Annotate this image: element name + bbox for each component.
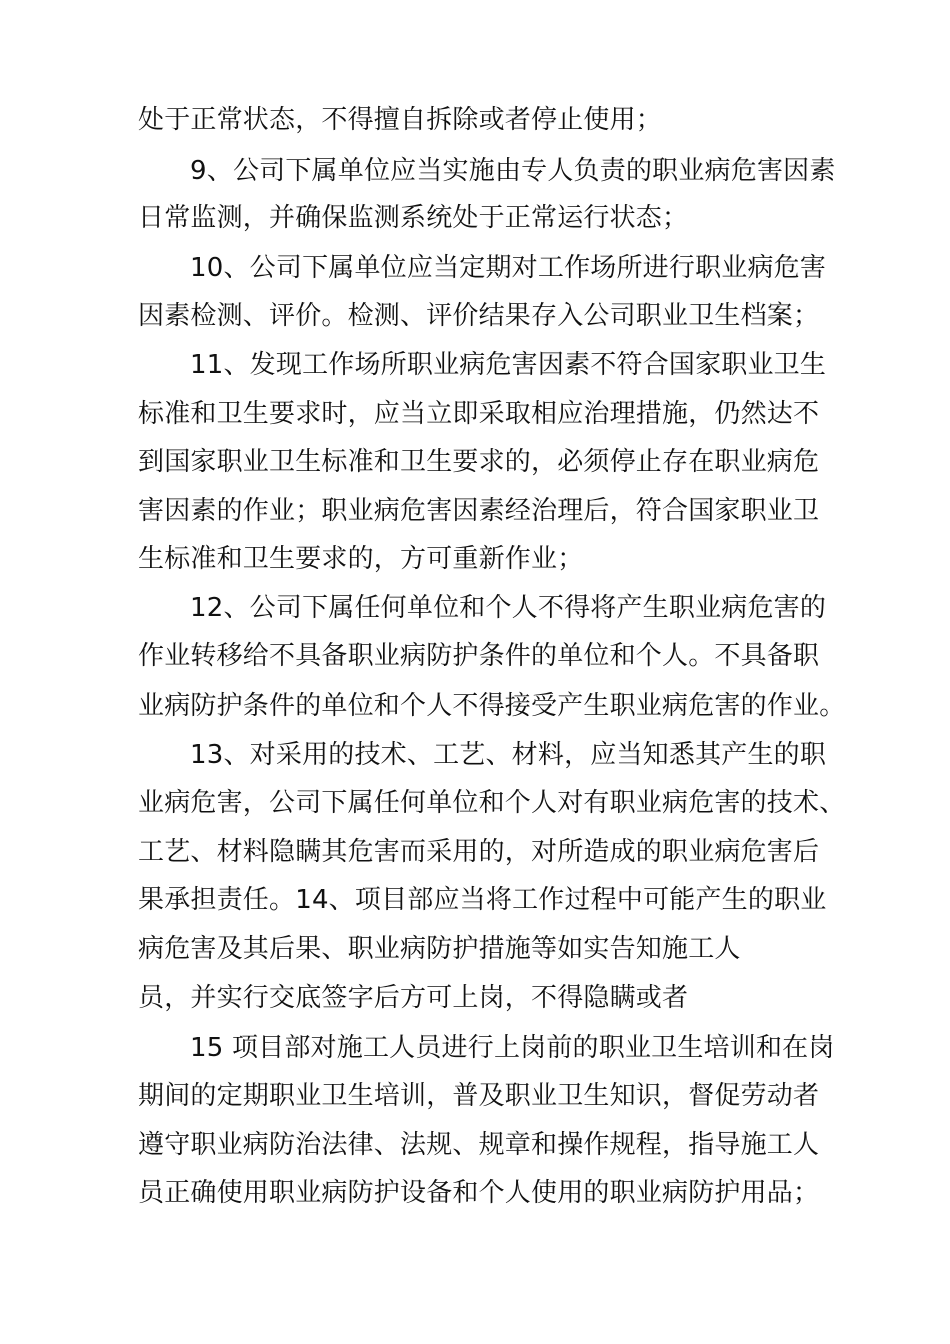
- text-line: 9、公司下属单位应当实施由专人负责的职业病危害因素: [190, 156, 836, 186]
- text-line: 13、对采用的技术、工艺、材料，应当知悉其产生的职: [190, 740, 827, 770]
- text-line: 因素检测、评价。检测、评价结果存入公司职业卫生档案；: [138, 301, 820, 331]
- text-line: 业病危害，公司下属任何单位和个人对有职业病危害的技术、: [138, 788, 846, 818]
- text-line: 员正确使用职业病防护设备和个人使用的职业病防护用品；: [138, 1178, 820, 1208]
- text-line: 果承担责任。14、项目部应当将工作过程中可能产生的职业: [138, 885, 827, 915]
- text-line: 12、公司下属任何单位和个人不得将产生职业病危害的: [190, 593, 827, 623]
- text-line: 害因素的作业；职业病危害因素经治理后，符合国家职业卫: [138, 496, 820, 526]
- text-line: 遵守职业病防治法律、法规、规章和操作规程，指导施工人: [138, 1130, 820, 1160]
- text-line: 员，并实行交底签字后方可上岗，不得隐瞒或者: [138, 983, 689, 1013]
- text-line: 生标准和卫生要求的，方可重新作业；: [138, 544, 584, 574]
- text-line: 11、发现工作场所职业病危害因素不符合国家职业卫生: [190, 350, 827, 380]
- text-line: 10、公司下属单位应当定期对工作场所进行职业病危害: [190, 253, 827, 283]
- text-line: 到国家职业卫生标准和卫生要求的，必须停止存在职业病危: [138, 447, 820, 477]
- text-line: 工艺、材料隐瞒其危害而采用的，对所造成的职业病危害后: [138, 837, 820, 867]
- text-line: 作业转移给不具备职业病防护条件的单位和个人。不具备职: [138, 641, 820, 671]
- text-line: 15 项目部对施工人员进行上岗前的职业卫生培训和在岗: [190, 1033, 835, 1063]
- text-line: 期间的定期职业卫生培训，普及职业卫生知识，督促劳动者: [138, 1081, 820, 1111]
- text-line: 日常监测，并确保监测系统处于正常运行状态；: [138, 203, 689, 233]
- text-line: 标准和卫生要求时，应当立即采取相应治理措施，仍然达不: [138, 399, 820, 429]
- text-line: 业病防护条件的单位和个人不得接受产生职业病危害的作业。: [138, 691, 846, 721]
- text-line: 处于正常状态，不得擅自拆除或者停止使用；: [138, 105, 663, 135]
- text-line: 病危害及其后果、职业病防护措施等如实告知施工人: [138, 934, 741, 964]
